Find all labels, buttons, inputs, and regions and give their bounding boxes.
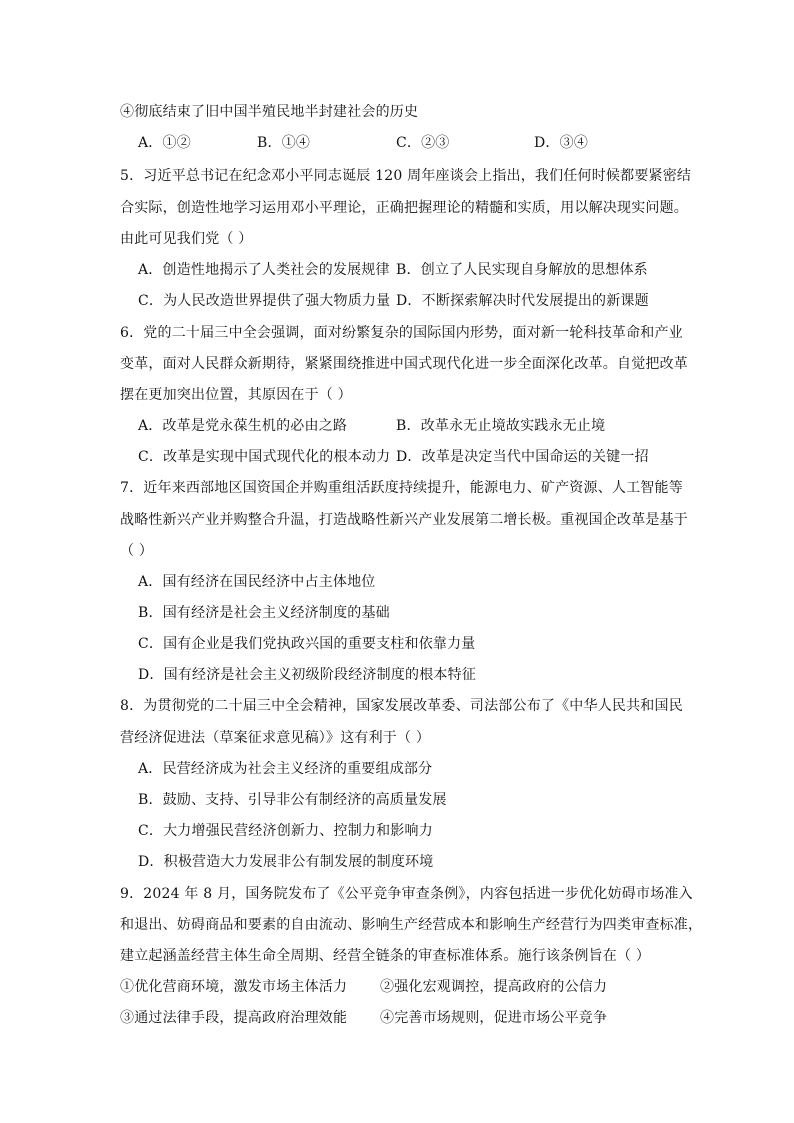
- prev-question-options: [0, 133, 794, 153]
- question-6-stem-line-1: 6．党的二十届三中全会强调，面对纷繁复杂的国际国内形势，面对新一轮科技革命和产业: [120, 325, 683, 341]
- question-7-stem-line-2: 战略性新兴产业并购整合升温，打造战略性新兴产业发展第二增长极。重视国企改革是基于: [120, 512, 688, 528]
- option-c: C．改革是实现中国式现代化的根本动力: [138, 449, 391, 465]
- option-c: C．②③: [396, 135, 450, 151]
- option-d: D．国有经济是社会主义初级阶段经济制度的根本特征: [138, 667, 477, 683]
- option-b: B．鼓励、支持、引导非公有制经济的高质量发展: [138, 792, 447, 808]
- option-d: D．③④: [534, 135, 589, 151]
- question-7-stem-line-1: 7．近年来西部地区国资国企并购重组活跃度持续提升，能源电力、矿产资源、人工智能等: [120, 480, 683, 496]
- option-d: D．改革是决定当代中国命运的关键一招: [396, 449, 649, 465]
- option-d: D．不断探索解决时代发展提出的新课题: [396, 293, 649, 309]
- option-b: B．改革永无止境故实践永无止境: [396, 418, 606, 434]
- question-9-stem-line-2: 和退出、妨碍商品和要素的自由流动、影响生产经营成本和影响生产经营行为四类审查标准，: [120, 917, 703, 933]
- question-5-stem-line-1: 5．习近平总书记在纪念邓小平同志诞辰 120 周年座谈会上指出，我们任何时候都要紧密结: [120, 168, 692, 184]
- option-a: A．改革是党永葆生机的必由之路: [138, 418, 348, 434]
- option-c: C．大力增强民营经济创新力、控制力和影响力: [138, 823, 433, 839]
- question-5-options-row-1: [0, 260, 794, 280]
- option-a: A．国有经济在国民经济中占主体地位: [138, 574, 376, 590]
- option-a: A．①②: [138, 135, 191, 151]
- question-6-options-row-2: [0, 447, 794, 467]
- question-5-stem-line-3: 由此可见我们党（ ）: [120, 231, 253, 247]
- option-b: B．国有经济是社会主义经济制度的基础: [138, 605, 390, 621]
- question-7-stem-line-3: （ ）: [120, 543, 154, 559]
- question-5-options-row-2: [0, 291, 794, 311]
- option-b: B．创立了人民实现自身解放的思想体系: [396, 262, 648, 278]
- option-c: C．国有企业是我们党执政兴国的重要支柱和依靠力量: [138, 636, 476, 652]
- question-8-stem-line-2: 营经济促进法（草案征求意见稿）》这有利于（ ）: [120, 730, 431, 746]
- option-b: B．①④: [257, 135, 311, 151]
- question-9-items-row-2: [0, 1008, 794, 1028]
- question-9-items-row-1: [0, 977, 794, 997]
- question-6-options-row-1: [0, 416, 794, 436]
- option-a: A．创造性地揭示了人类社会的发展规律: [138, 262, 390, 278]
- question-8-stem-line-1: 8．为贯彻党的二十届三中全会精神，国家发展改革委、司法部公布了《中华人民共和国民: [120, 698, 683, 714]
- question-6-stem-line-2: 变革，面对人民群众新期待，紧紧围绕推进中国式现代化进一步全面深化改革。自觉把改革: [120, 356, 688, 372]
- item-2: ②强化宏观调控，提高政府的公信力: [380, 979, 608, 995]
- option-c: C．为人民改造世界提供了强大物质力量: [138, 293, 391, 309]
- question-9-stem-line-3: 建立起涵盖经营主体生命全周期、经营全链条的审查标准体系。施行该条例旨在（ ）: [120, 948, 651, 964]
- item-1: ①优化营商环境，激发市场主体活力: [120, 979, 348, 995]
- item-4: ④完善市场规则，促进市场公平竞争: [380, 1010, 608, 1026]
- question-9-stem-line-1: 9．2024 年 8 月，国务院发布了《公平竞争审查条例》，内容包括进一步优化妨碍市场准入: [120, 886, 693, 902]
- option-a: A．民营经济成为社会主义经济的重要组成部分: [138, 761, 433, 777]
- prev-question-item-4: ④彻底结束了旧中国半殖民地半封建社会的历史: [120, 104, 419, 120]
- question-5-stem-line-2: 合实际，创造性地学习运用邓小平理论，正确把握理论的精髓和实质，用以解决现实问题。: [120, 200, 688, 216]
- option-d: D．积极营造大力发展非公有制发展的制度环境: [138, 854, 434, 870]
- item-3: ③通过法律手段，提高政府治理效能: [120, 1010, 348, 1026]
- question-6-stem-line-3: 摆在更加突出位置，其原因在于（ ）: [120, 387, 352, 403]
